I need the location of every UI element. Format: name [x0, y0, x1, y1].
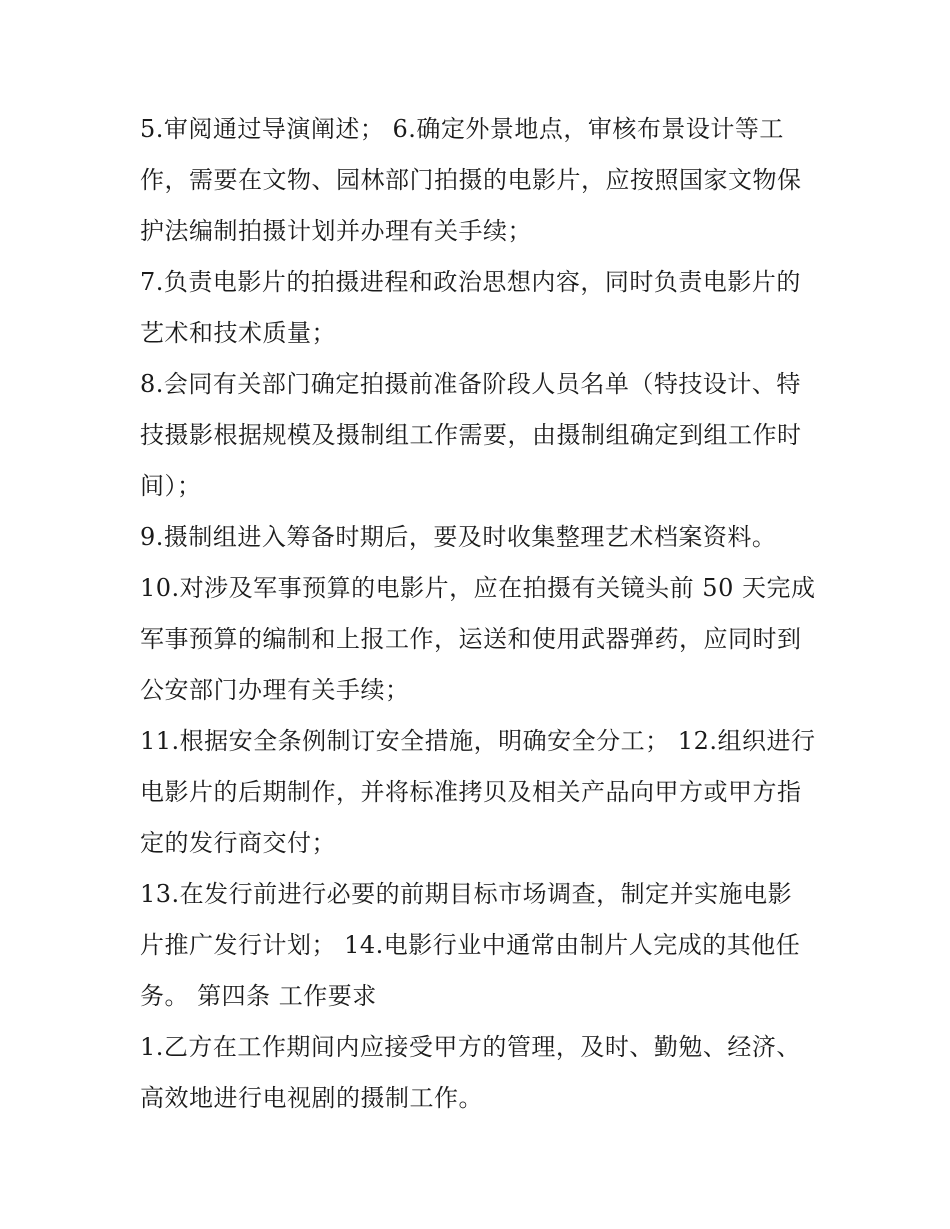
text-line: 务。 第四条 工作要求: [140, 982, 377, 1010]
text-line: 高效地进行电视剧的摄制工作。: [140, 1084, 483, 1112]
text-line: 军事预算的编制和上报工作，运送和使用武器弹药，应同时到: [140, 625, 802, 653]
text-line: 11.根据安全条例制订安全措施，明确安全分工； 12.组织进行: [140, 727, 816, 755]
text-line: 艺术和技术质量；: [140, 319, 336, 347]
text-line: 片推广发行计划； 14.电影行业中通常由制片人完成的其他任: [140, 931, 801, 959]
text-line: 7.负责电影片的拍摄进程和政治思想内容，同时负责电影片的: [140, 268, 801, 296]
text-line: 13.在发行前进行必要的前期目标市场调查，制定并实施电影: [140, 880, 793, 908]
text-line: 间）；: [140, 472, 202, 500]
text-line: 作，需要在文物、园林部门拍摄的电影片，应按照国家文物保: [140, 166, 802, 194]
text-line: 电影片的后期制作，并将标准拷贝及相关产品向甲方或甲方指: [140, 778, 802, 806]
text-line: 5.审阅通过导演阐述； 6.确定外景地点，审核布景设计等工: [140, 115, 784, 143]
text-line: 1.乙方在工作期间内应接受甲方的管理，及时、勤勉、经济、: [140, 1033, 801, 1061]
text-line: 技摄影根据规模及摄制组工作需要，由摄制组确定到组工作时: [140, 421, 802, 449]
text-line: 护法编制拍摄计划并办理有关手续；: [140, 217, 532, 245]
text-line: 定的发行商交付；: [140, 829, 336, 857]
text-line: 10.对涉及军事预算的电影片，应在拍摄有关镜头前 50 天完成: [140, 574, 816, 602]
text-line: 公安部门办理有关手续；: [140, 676, 410, 704]
text-line: 9.摄制组进入筹备时期后，要及时收集整理艺术档案资料。: [140, 523, 777, 551]
document-body: [140, 104, 820, 1124]
text-line: 8.会同有关部门确定拍摄前准备阶段人员名单（特技设计、特: [140, 370, 801, 398]
